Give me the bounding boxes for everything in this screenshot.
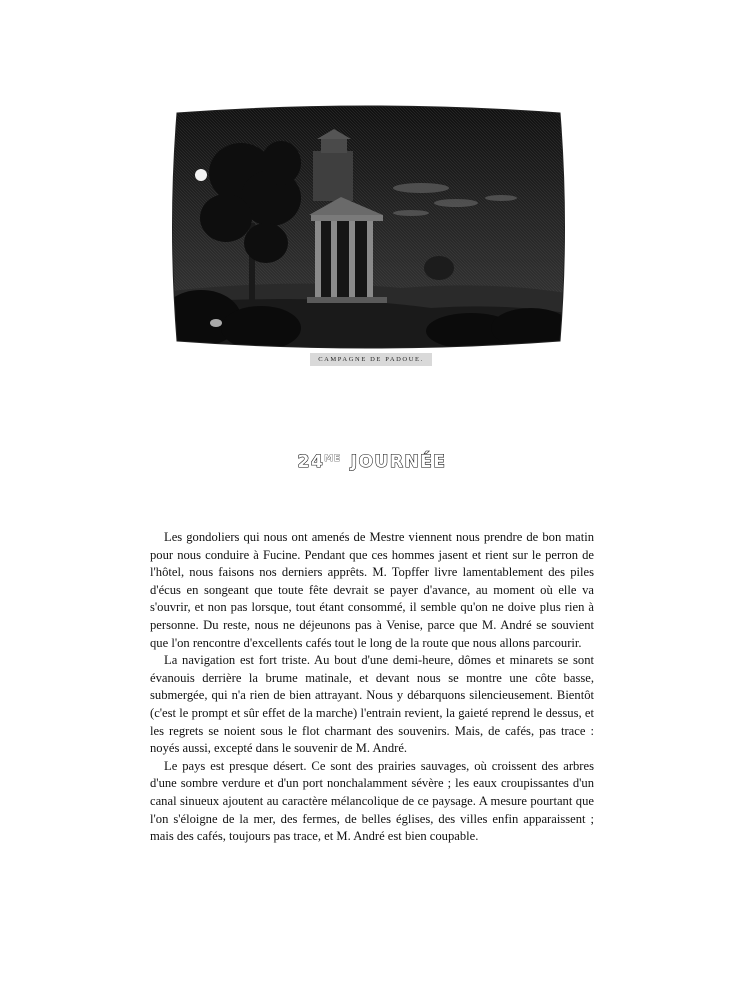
chapter-number: 24 (297, 452, 325, 472)
engraving-illustration (171, 103, 566, 351)
illustration-caption: CAMPAGNE DE PADOUE. (318, 356, 424, 363)
paragraph-2: La navigation est fort triste. Au bout d'une demi-heure, dômes et minarets se sont évanouis derrière la brume matinale, et devant nous se montre une côte basse, submergée, qui n'a rien de bien attrayant. Nous y débarquons silencieusement. Bientôt (c'est le prompt et sûr effet de la marche) l'entrain revient, la gaieté reprend le dessus, et les regrets se noient sous le flot charmant des souvenirs. Mais, de cafés, pas trace : noyés aussi, excepté dans le souvenir de M. André. (150, 653, 594, 756)
chapter-title-text: JOURNÉE (350, 452, 447, 472)
moon-icon (195, 169, 207, 181)
illustration-caption-box (310, 353, 432, 366)
chapter-title (0, 452, 744, 472)
paragraph-3: Le pays est presque désert. Ce sont des prairies sauvages, où croissent des arbres d'une sombre verdure et d'un port nonchalamment sévère ; les eaux croupissantes d'un canal sinueux ajoutent au caractère mélancolique de ce paysage. A mesure pourtant que l'on s'éloigne de la mer, des fermes, de belles églises, des villes enfin apparaissent ; mais des cafés, toujours pas trace, et M. André est bien coupable. (150, 758, 594, 844)
chapter-number-suffix: ME (324, 454, 341, 464)
paragraph-1: Les gondoliers qui nous ont amenés de Mestre viennent nous prendre de bon matin pour nous conduire à Fucine. Pendant que ces hommes jasent et rient sur le perron de l'hôtel, nous faisons nos derniers apprêts. M. Topffer livre lamentablement des piles d'écus en songeant que toute fête devrait se payer d'avance, au moment où elle va s'ouvrir, et non pas lorsque, tout étant consommé, il semble qu'on ne doive plus rien à personne. Du reste, nous ne déjeunons pas à Venise, parce que M. André se souvient que l'on rencontre d'excellents cafés tout le long de la route que nous allons parcourir. (150, 530, 594, 650)
body-text (150, 529, 594, 846)
